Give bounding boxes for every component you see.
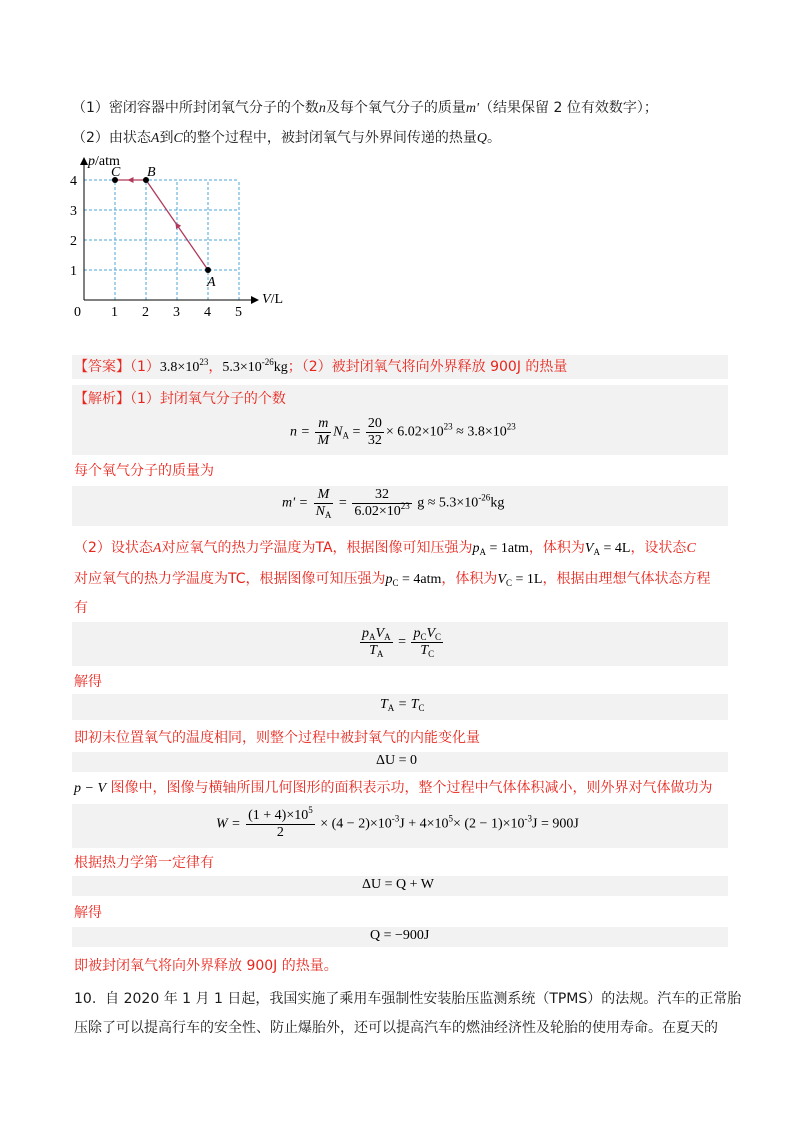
q1-m: m' (465, 101, 480, 116)
point-b-label: B (147, 165, 156, 180)
y-tick-2: 2 (70, 234, 77, 249)
origin-label: 0 (74, 305, 81, 320)
pv-text: p − V 图像中，图像与横轴所围几何图形的面积表示功，整个过程中气体体积减小，则外界对气体做功为 (74, 780, 713, 796)
point-a-label: A (207, 275, 216, 290)
x-tick-1: 1 (111, 305, 118, 320)
q2-end: 的整个过程中，被封闭氧气与外界间传递的热量 (182, 130, 477, 146)
law-text: 根据热力学第一定律有 (74, 855, 214, 871)
x-tick-5: 5 (235, 305, 242, 320)
q1-end: （结果保留 2 位有效数字）； (479, 100, 658, 116)
grid-lines (84, 180, 239, 300)
part2-line-3: 有 (74, 600, 88, 616)
y-tick-labels (70, 174, 77, 279)
equation-gas-law: $\frac{p_AV_A}{T_A}$ = $\frac{p_CV_C}{T_C}$ (362, 626, 442, 659)
question-part-2 (72, 128, 501, 149)
q2-a: A (150, 131, 160, 146)
part2-line-2: 对应氧气的热力学温度为TC，根据图像可知压强为$p_C = 4atm$，体积为$V_C = 1L$，根据由理想气体状态方程 (74, 571, 711, 588)
answer-value-2: $5.3\times 10^{-26}kg$ (222, 357, 288, 375)
x-tick-4: 4 (204, 305, 211, 320)
question-number: 10. (74, 991, 97, 1007)
solve-text-2: 解得 (74, 905, 102, 921)
q1-mid: 及每个氧气分子的质量 (325, 100, 466, 116)
equation-du-zero: ΔU = 0 (376, 753, 418, 768)
x-tick-2: 2 (142, 305, 149, 320)
answer-tag: 【答案】 (74, 359, 130, 375)
x-axis-label: V/L (262, 292, 284, 307)
q2-dot: 。 (486, 130, 501, 146)
q1-n: n (318, 101, 326, 116)
y-axis-label: p/atm (88, 154, 120, 169)
equation-m: m' = $\frac{M}{N_A}$ = $\frac{32}{6.02\times 10^{23}}$ $g \approx 5.3\times 10^{-26}kg$ (282, 487, 505, 520)
equation-first-law: ΔU = Q + W (362, 877, 434, 892)
part2-line-1: （2）设状态A对应氧气的热力学温度为TA，根据图像可知压强为$p_A = 1atm$，体积为$V_A = 4L$，设状态C (74, 540, 696, 557)
equation-q-result: Q = −900J (370, 928, 430, 943)
point-c-label: C (111, 165, 121, 180)
q2-pre: （2）由状态 (72, 130, 151, 146)
analysis-tag: 【解析】 (74, 391, 130, 407)
equation-temp: $T_A = T_C$ (380, 697, 425, 713)
pv-graph (60, 150, 300, 320)
q2-mid: 到 (159, 130, 174, 146)
answer-sep: ， (208, 359, 223, 375)
answer-part2: ；（2）被封闭氧气将向外界释放 900J 的热量 (287, 359, 568, 375)
x-tick-3: 3 (173, 305, 180, 320)
q2-c: C (173, 131, 183, 146)
temp-same-text: 即初末位置氧气的温度相同，则整个过程中被封氧气的内能变化量 (74, 730, 480, 746)
answer-part1: （1） (130, 359, 160, 375)
answer-value-1: $3.8\times 10^{23}$ (159, 357, 209, 375)
y-tick-3: 3 (70, 204, 77, 219)
y-tick-1: 1 (70, 264, 77, 279)
equation-work: W = $\frac{(1 + 4)\times 10^5}{2}$ × $(4 - 2)\times 10^{-3}J + 4\times 10^5\times (2 - 1)\times 10^{-3}J = 900J$ (216, 805, 579, 840)
answer-line (74, 357, 567, 378)
x-tick-labels (111, 305, 242, 320)
process-arrow-b-to-c (128, 177, 134, 183)
conclusion-text: 即被封闭氧气将向外界释放 900J 的热量。 (74, 958, 338, 974)
mass-text: 每个氧气分子的质量为 (74, 463, 214, 479)
process-arrow-a-to-b (175, 223, 181, 230)
equation-n: n = $\frac{m}{M}$ $N_A$ = $\frac{20}{32}$ × $6.02\times 10^{23} \approx 3.8\times 10^{23}$ (290, 416, 516, 448)
y-tick-4: 4 (70, 174, 77, 189)
next-question-line-1: 10. 自 2020 年 1 月 1 日起，我国实施了乘用车强制性安装胎压监测系统（TPMS）的法规。汽车的正常胎 (74, 991, 742, 1007)
solve-text-1: 解得 (74, 674, 102, 690)
analysis-title (74, 389, 286, 409)
q1-text: （1）密闭容器中所封闭氧气分子的个数 (72, 100, 319, 116)
next-question-line-2: 压除了可以提高行车的安全性、防止爆胎外，还可以提高汽车的燃油经济性及轮胎的使用寿命。在夏天的 (74, 1020, 718, 1036)
question-part-1 (72, 98, 658, 119)
point-a (205, 267, 211, 273)
q2-q: Q (476, 131, 487, 146)
analysis-title-text: （1）封闭氧气分子的个数 (130, 391, 286, 407)
